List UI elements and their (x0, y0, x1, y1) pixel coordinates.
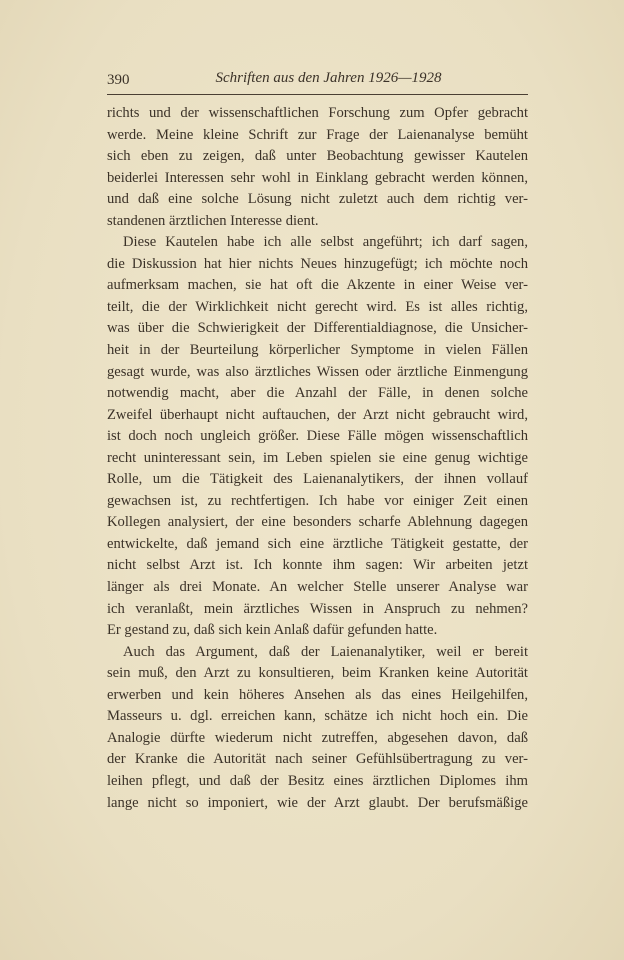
text-line: Diese Kautelen habe ich alle selbst angeführt; ich darf sagen, (123, 234, 528, 251)
text-line: richts und der wissenschaftlichen Forschung zum Opfer gebracht (107, 105, 528, 121)
text-line: der Kranke die Autorität nach seiner Gefühlsübertragung zu ver- (107, 751, 528, 768)
text-line: gesagt wurde, was also ärztliches Wissen oder ärztliche Einmengung (107, 363, 528, 380)
page-number: 390 (107, 72, 130, 88)
text-line: sein muß, den Arzt zu konsultieren, beim Kranken keine Autorität (107, 665, 528, 682)
text-line: Masseurs u. dgl. erreichen kann, schätze ich nicht hoch ein. Die (107, 708, 528, 725)
text-line: heit in der Beurteilung körperlicher Symptome in vielen Fällen (107, 342, 528, 359)
text-line: Kollegen analysiert, der eine besonders scharfe Ablehnung dagegen (107, 514, 528, 531)
text-line: entwickelte, daß jemand sich eine ärztliche Tätigkeit gestatte, der (107, 535, 528, 552)
text-line: lange nicht so imponiert, wie der Arzt glaubt. Der berufsmäßige (107, 794, 528, 811)
text-line: Zweifel überhaupt nicht auftauchen, der Arzt nicht gebraucht wird, (107, 406, 528, 423)
running-title: Schriften aus den Jahren 1926—1928 (215, 70, 442, 86)
text-line: länger als drei Monate. An welcher Stelle unserer Analyse war (107, 579, 528, 596)
text-line: Auch das Argument, daß der Laienanalytiker, weil er bereit (123, 643, 528, 660)
text-line: teilt, die der Wirklichkeit nicht gerecht wird. Es ist alles richtig, (107, 298, 528, 315)
text-line: Analogie dürfte wiederum nicht zutreffen, abgesehen davon, daß (107, 729, 528, 746)
text-line: werde. Meine kleine Schrift zur Frage der Laienanalyse bemüht (107, 126, 528, 143)
text-line: standenen ärztlichen Interesse dient. (107, 212, 319, 229)
body-text (107, 103, 528, 814)
header-rule (107, 94, 528, 95)
text-line: ich veranlaßt, mein ärztliches Wissen in Anspruch zu nehmen? (107, 600, 528, 617)
text-line: was über die Schwierigkeit der Differentialdiagnose, die Unsicher- (107, 320, 528, 337)
text-line: notwendig macht, aber die Anzahl der Fälle, in denen solche (107, 385, 528, 402)
text-line: ist doch noch ungleich größer. Diese Fälle mögen wissenschaftlich (107, 428, 528, 445)
text-line: leihen pflegt, und daß der Besitz eines ärztlichen Diplomes ihm (107, 772, 528, 789)
text-line: sich eben zu zeigen, daß unter Beobachtung gewisser Kautelen (107, 148, 528, 165)
text-line: Er gestand zu, daß sich kein Anlaß dafür gefunden hatte. (107, 622, 438, 639)
text-line: Rolle, um die Tätigkeit des Laienanalytikers, der ihnen vollauf (107, 471, 528, 488)
page-header (107, 68, 528, 92)
text-line: die Diskussion hat hier nichts Neues hinzugefügt; ich möchte noch (107, 255, 528, 272)
text-line: nicht selbst Arzt ist. Ich konnte ihm sagen: Wir arbeiten jetzt (107, 557, 528, 574)
text-line: recht uninteressant sein, im Leben spielen sie eine genug wichtige (107, 449, 528, 466)
text-line: beiderlei Interessen sehr wohl in Einklang gebracht werden können, (107, 169, 528, 186)
text-line: erwerben und kein höheres Ansehen als das eines Heilgehilfen, (107, 686, 528, 703)
text-line: und daß eine solche Lösung nicht zuletzt auch dem richtig ver- (107, 191, 528, 208)
text-line: gewachsen ist, zu rechtfertigen. Ich habe vor einiger Zeit einen (107, 492, 528, 509)
text-line: aufmerksam machen, sie hat oft die Akzente in einer Weise ver- (107, 277, 528, 294)
